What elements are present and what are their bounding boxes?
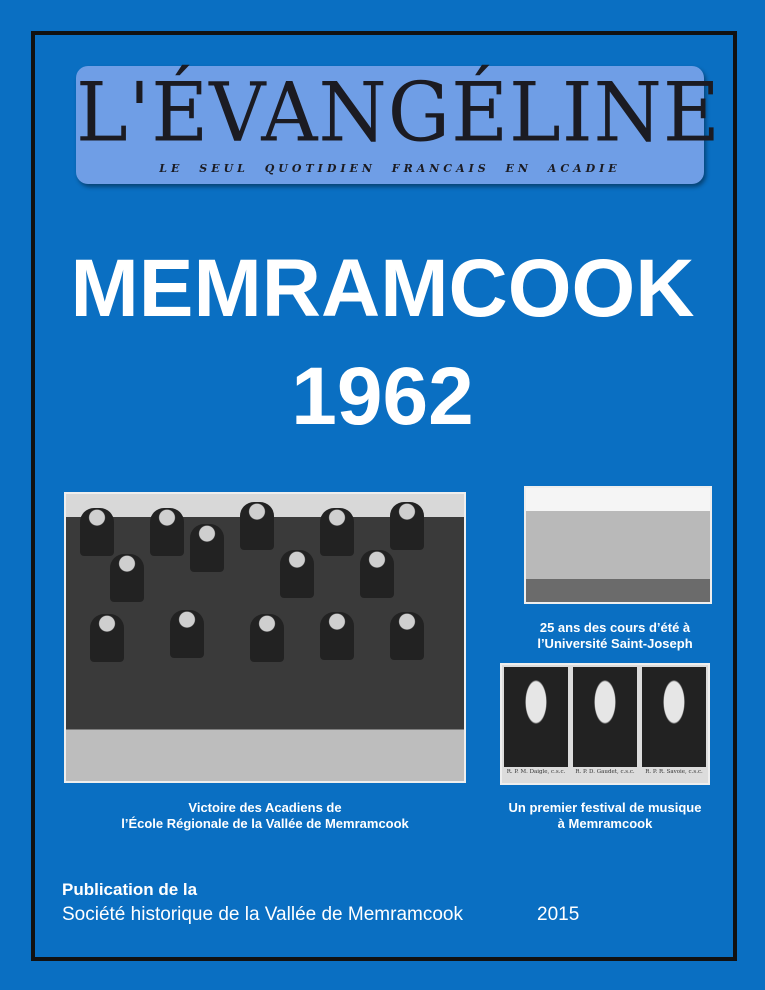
newspaper-masthead (76, 65, 721, 184)
priest-name: R. P. M. Daigle, c.s.c. (506, 769, 566, 775)
caption-line: Victoire des Acadiens de (188, 800, 342, 815)
publication-year: 2015 (537, 904, 580, 925)
caption-line: à Memramcook (557, 816, 653, 831)
hockey-caption (60, 800, 470, 832)
caption-line: l’Université Saint-Joseph (537, 636, 693, 651)
masthead-title: L'ÉVANGÉLINE (76, 65, 721, 161)
masthead-subtitle: LE SEUL QUOTIDIEN FRANCAIS EN ACADIE (159, 162, 621, 175)
caption-line: l’École Régionale de la Vallée de Memramcook (121, 816, 409, 831)
cover-year-title: 1962 (291, 351, 474, 442)
cover-title: MEMRAMCOOK (70, 243, 695, 334)
university-building-photo (524, 486, 712, 604)
priest-name: R. P. D. Gaudet, c.s.c. (575, 769, 635, 775)
publication-label: Publication de la (62, 880, 198, 899)
hockey-team-photo (64, 492, 466, 783)
priests-photo (500, 663, 710, 785)
caption-line: 25 ans des cours d’été à (539, 620, 691, 635)
caption-line: Un premier festival de musique (508, 800, 702, 815)
publisher-name: Société historique de la Vallée de Memramcook (62, 904, 463, 925)
festival-caption (490, 800, 720, 832)
priest-name: R. P. R. Savoie, c.s.c. (645, 769, 703, 775)
university-caption (520, 620, 710, 652)
